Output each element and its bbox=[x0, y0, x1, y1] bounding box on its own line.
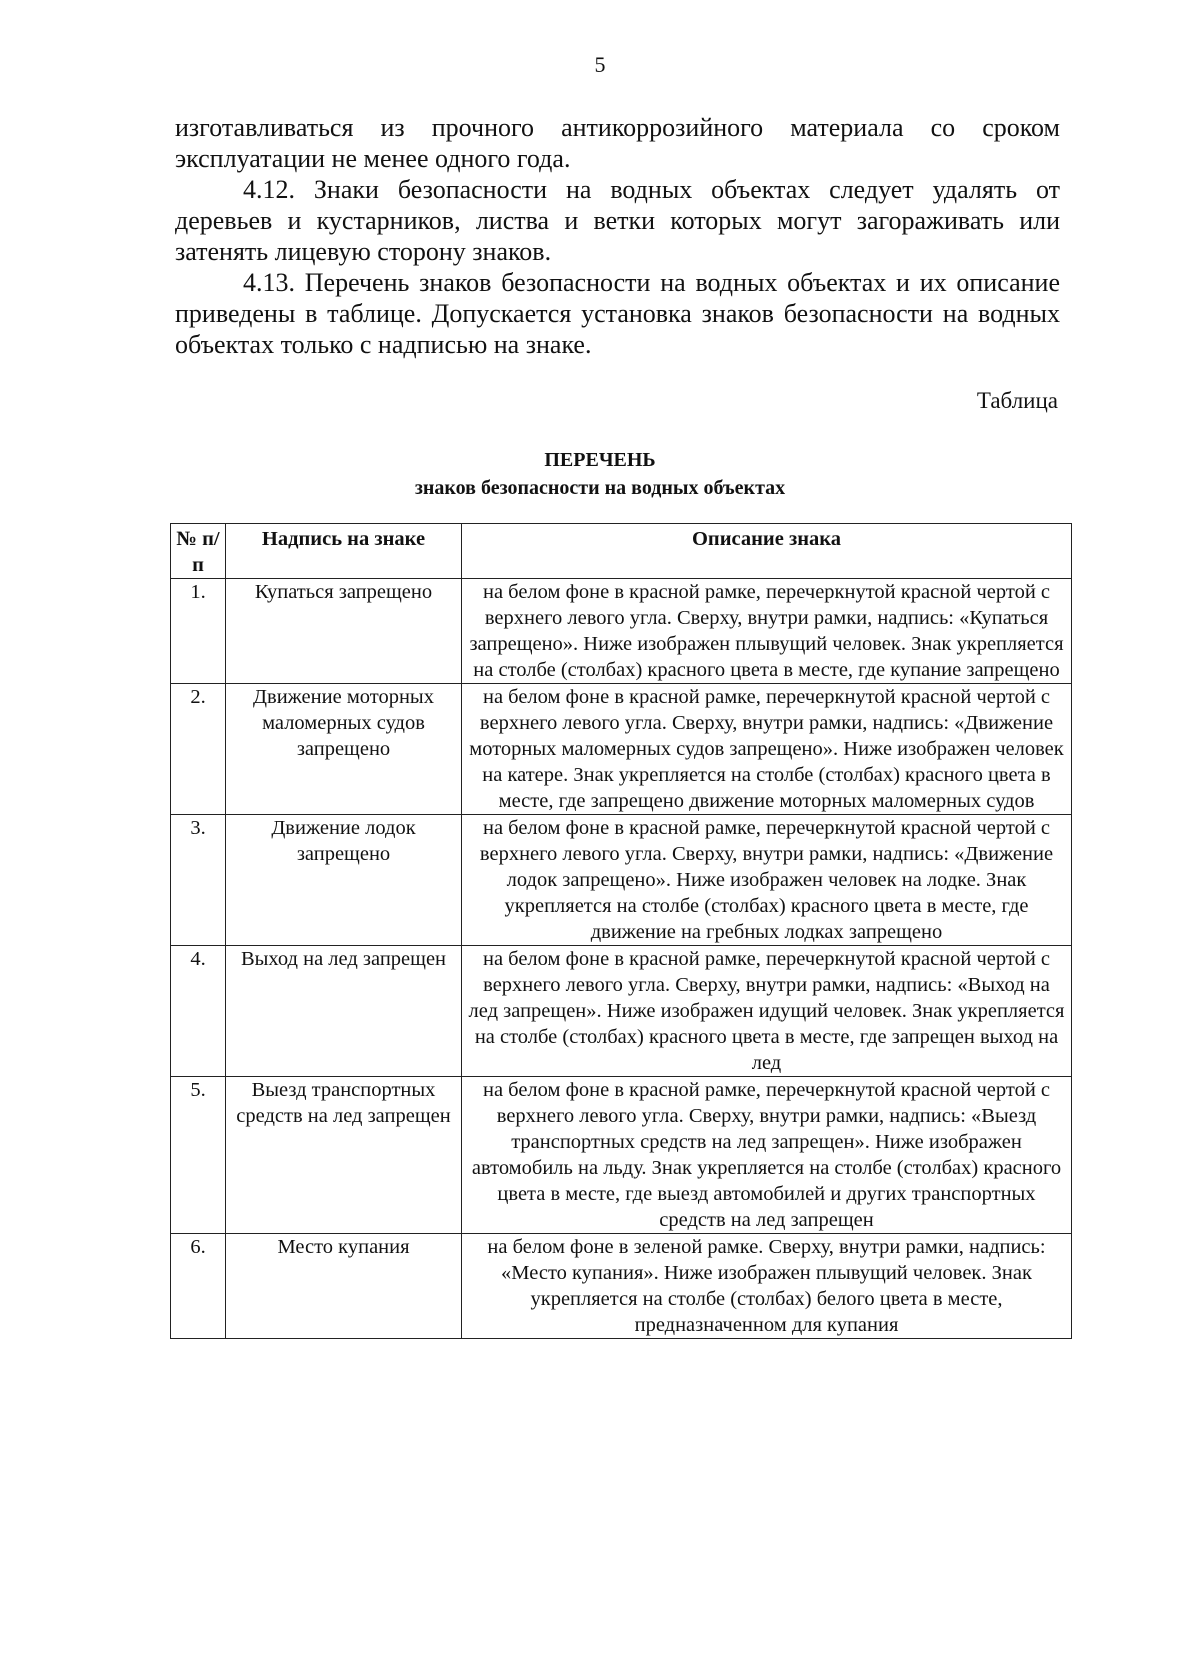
paragraph-4-12: 4.12. Знаки безопасности на водных объектах следует удалять от деревьев и кустарников, листва и ветки которых могут загораживать или затенять лицевую сторону знаков. bbox=[175, 175, 1060, 266]
row-description: на белом фоне в красной рамке, перечеркнутой красной чертой с верхнего левого угла. Сверху, внутри рамки, надпись: «Движение лодок запрещено». Ниже изображен человек на лодке. Знак укрепляется на столбе (столбах) красного цвета в месте, где движение на гребных лодках запрещено bbox=[462, 815, 1072, 946]
row-description: на белом фоне в красной рамке, перечеркнутой красной чертой с верхнего левого угла. Сверху, внутри рамки, надпись: «Купаться запрещено». Ниже изображен плывущий человек. Знак укрепляется на столбе (столбах) красного цвета в месте, где купание запрещено bbox=[462, 579, 1072, 684]
row-number: 4. bbox=[171, 946, 226, 1077]
header-number: № п/п bbox=[171, 524, 226, 579]
signs-table bbox=[170, 523, 1072, 1339]
heading-subtitle: знаков безопасности на водных объектах bbox=[414, 477, 786, 499]
table-header-row bbox=[171, 524, 1072, 579]
row-number: 2. bbox=[171, 684, 226, 815]
row-sign-label: Выход на лед запрещен bbox=[226, 946, 462, 1077]
row-number: 6. bbox=[171, 1234, 226, 1339]
table-row bbox=[171, 579, 1072, 684]
table-row bbox=[171, 1234, 1072, 1339]
table-heading bbox=[0, 446, 1200, 502]
row-sign-label: Движение лодок запрещено bbox=[226, 815, 462, 946]
row-sign-label: Выезд транспортных средств на лед запрещен bbox=[226, 1077, 462, 1234]
row-number: 1. bbox=[171, 579, 226, 684]
table-row bbox=[171, 946, 1072, 1077]
page-number: 5 bbox=[594, 52, 606, 77]
row-description: на белом фоне в красной рамке, перечеркнутой красной чертой с верхнего левого угла. Сверху, внутри рамки, надпись: «Выход на лед запрещен». Ниже изображен идущий человек. Знак укрепляется на столбе (столбах) красного цвета в месте, где запрещен выход на лед bbox=[462, 946, 1072, 1077]
table-row bbox=[171, 1077, 1072, 1234]
row-description: на белом фоне в красной рамке, перечеркнутой красной чертой с верхнего левого угла. Сверху, внутри рамки, надпись: «Движение моторных маломерных судов запрещено». Ниже изображен человек на катере. Знак укрепляется на столбе (столбах) красного цвета в месте, где запрещено движение моторных маломерных судов bbox=[462, 684, 1072, 815]
row-sign-label: Движение моторных маломерных судов запрещено bbox=[226, 684, 462, 815]
table-row bbox=[171, 684, 1072, 815]
heading-title: ПЕРЕЧЕНЬ bbox=[544, 449, 656, 471]
row-description: на белом фоне в зеленой рамке. Сверху, внутри рамки, надпись: «Место купания». Ниже изображен плывущий человек. Знак укрепляется на столбе (столбах) белого цвета в месте, предназначенном для купания bbox=[462, 1234, 1072, 1339]
table-caption: Таблица bbox=[976, 388, 1058, 413]
header-description: Описание знака bbox=[462, 524, 1072, 579]
row-number: 5. bbox=[171, 1077, 226, 1234]
row-number: 3. bbox=[171, 815, 226, 946]
paragraph-continuation: изготавливаться из прочного антикоррозийного материала со сроком эксплуатации не менее одного года. bbox=[175, 113, 1060, 173]
paragraph-4-13: 4.13. Перечень знаков безопасности на водных объектах и их описание приведены в таблице. Допускается установка знаков безопасности на водных объектах только с надписью на знаке. bbox=[175, 268, 1060, 359]
header-sign-label: Надпись на знаке bbox=[226, 524, 462, 579]
row-sign-label: Место купания bbox=[226, 1234, 462, 1339]
table-row bbox=[171, 815, 1072, 946]
row-description: на белом фоне в красной рамке, перечеркнутой красной чертой с верхнего левого угла. Сверху, внутри рамки, надпись: «Выезд транспортных средств на лед запрещен». Ниже изображен автомобиль на льду. Знак укрепляется на столбе (столбах) красного цвета в месте, где выезд автомобилей и других транспортных средств на лед запрещен bbox=[462, 1077, 1072, 1234]
body-text bbox=[175, 112, 1060, 360]
row-sign-label: Купаться запрещено bbox=[226, 579, 462, 684]
